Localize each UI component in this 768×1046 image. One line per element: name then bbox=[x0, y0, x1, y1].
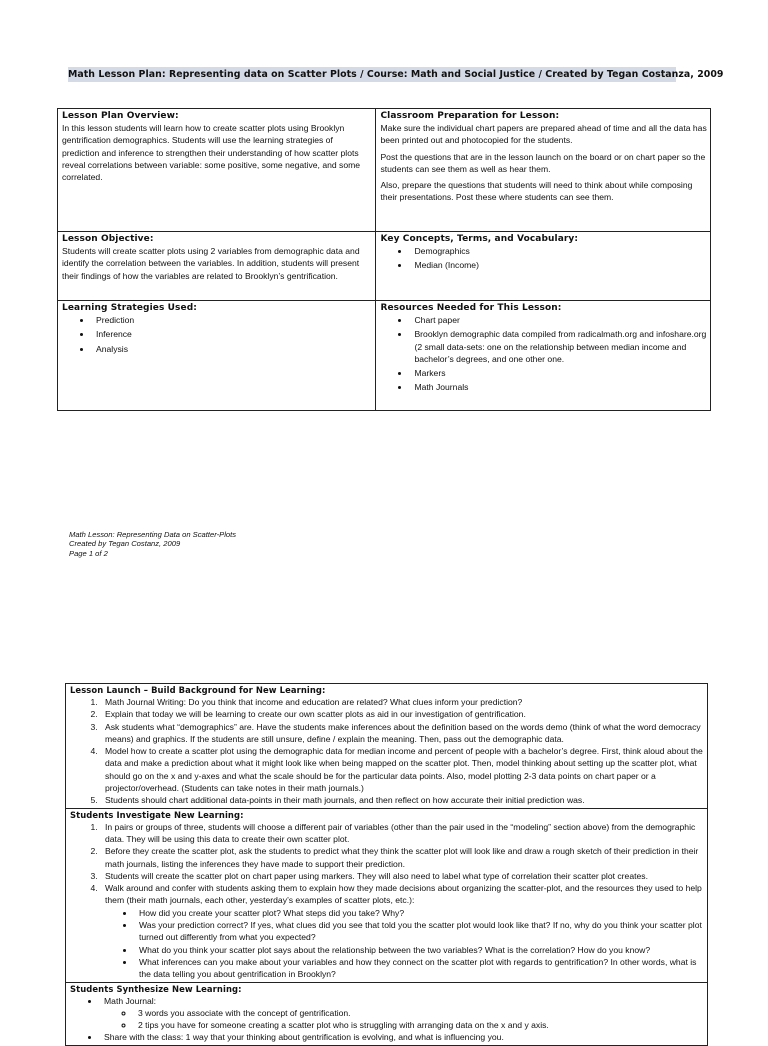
conference-questions bbox=[105, 907, 704, 981]
list-item: • Chart paper bbox=[410, 314, 707, 326]
concepts-list bbox=[380, 245, 707, 272]
list-item: 3. Ask students what “demographics” are. Have the students make inferences about the definition based on the words demo (think of what the word democracy means) and graphics. If the students are still unsure, define / explain the meaning. Then, pass out the demographic data. bbox=[100, 721, 704, 746]
investigate-title: Students Investigate New Learning: bbox=[70, 809, 244, 820]
preparation-paragraph: Also, prepare the questions that students will need to think about while composing their presentations. Post these where students can see them. bbox=[380, 180, 693, 203]
overview-cell bbox=[58, 109, 376, 232]
list-item: • Prediction bbox=[92, 314, 372, 326]
footer-line: Created by Tegan Costanz, 2009 bbox=[69, 539, 181, 549]
list-item: • Brooklyn demographic data compiled from radicalmath.org and infoshare.org (2 small data-sets: one on the relationship between median income and bachelor’s degrees, and one other one. bbox=[410, 328, 707, 365]
strategies-cell bbox=[58, 301, 376, 411]
list-item: • Inference bbox=[92, 328, 372, 340]
preparation-cell bbox=[376, 109, 711, 232]
synthesize-list bbox=[70, 995, 704, 1044]
list-item: • What inferences can you make about your variables and how they connect on the scatter plot with regards to gentrification? In other words, what is the data telling you about gentrification in Brooklyn? bbox=[135, 956, 704, 981]
page-footer bbox=[69, 530, 236, 558]
preparation-paragraph: Post the questions that are in the lesson launch on the board or on chart paper so the students can see them as well as hear them. bbox=[380, 151, 706, 174]
footer-line: Page 1 of 2 bbox=[69, 548, 108, 558]
list-item: • Demographics bbox=[410, 245, 707, 257]
objective-cell bbox=[58, 232, 376, 301]
investigate-cell bbox=[66, 808, 708, 982]
list-item: • Median (Income) bbox=[410, 259, 707, 271]
list-item: • What do you think your scatter plot says about the relationship between the two variables? What is the correlation? How do you know? bbox=[135, 944, 704, 956]
list-item: 2. Explain that today we will be learning to create our own scatter plots as aid in our investigation of gentrification. bbox=[100, 708, 704, 720]
list-item: • Analysis bbox=[92, 343, 372, 355]
list-item: ◦ 3 words you associate with the concept of gentrification. bbox=[134, 1007, 704, 1019]
list-item: • Markers bbox=[410, 367, 707, 379]
list-item bbox=[100, 882, 704, 980]
strategies-list bbox=[62, 314, 372, 355]
journal-items bbox=[104, 1007, 704, 1032]
concepts-cell bbox=[376, 232, 711, 301]
list-item: • Share with the class: 1 way that your thinking about gentrification is evolving, and what is influencing you. bbox=[100, 1031, 704, 1043]
preparation-paragraph: Make sure the individual chart papers are prepared ahead of time and all the data has been printed out and photocopied for the students. bbox=[380, 123, 707, 146]
journal-label: Math Journal: bbox=[104, 995, 157, 1006]
objective-text: Students will create scatter plots using 2 variables from demographic data and identify the correlation between the variables. In addition, students will present their findings of how the variables are related to Brooklyn’s gentrification. bbox=[62, 246, 360, 281]
overview-title: Lesson Plan Overview: bbox=[62, 111, 179, 121]
preparation-title: Classroom Preparation for Lesson: bbox=[380, 111, 560, 121]
objective-title: Lesson Objective: bbox=[62, 234, 154, 244]
list-item: • How did you create your scatter plot? What steps did you take? Why? bbox=[135, 907, 704, 919]
list-item: • Math Journals bbox=[410, 381, 707, 393]
resources-cell bbox=[376, 301, 711, 411]
document-header: Math Lesson Plan: Representing data on Scatter Plots / Course: Math and Social Justice / Created by Tegan Costanza, 2009 bbox=[68, 69, 724, 80]
list-item: 1. Math Journal Writing: Do you think that income and education are related? What clues inform your prediction? bbox=[100, 696, 704, 708]
concepts-title: Key Concepts, Terms, and Vocabulary: bbox=[380, 234, 579, 244]
list-item: ◦ 2 tips you have for someone creating a scatter plot who is struggling with arranging data on the x and y axis. bbox=[134, 1019, 704, 1031]
list-item: 5. Students should chart additional data-points in their math journals, and then reflect on how accurate their initial prediction was. bbox=[100, 794, 704, 806]
launch-title: Lesson Launch – Build Background for New Learning: bbox=[70, 685, 326, 695]
overview-text: In this lesson students will learn how to create scatter plots using Brooklyn gentrification demographics. Students will use the learning strategies of prediction and inference to strengthen their understanding of how scatter plots reveal correlations between variable: some positive, some negative, and some correlated. bbox=[62, 123, 361, 183]
list-item-text: Walk around and confer with students asking them to explain how they made decisions about organizing the scatter-plot, and the resources they used to help them (their math journals, each other, yesterday’s examples of scatter plots, etc.): bbox=[105, 883, 702, 906]
list-item: 4. Model how to create a scatter plot using the demographic data for median income and percent of people with a bachelor’s degree. First, think aloud about the data and make a prediction about what it might look like when being mapped on the scatter plot. Then, model thinking about setting up the scatter plot, what should go on the x and y-axes and what the scale should be for the particular data points. Also, model plotting 2-3 data points on chart paper or a projector/overhead. (Students can take notes in their math journals.) bbox=[100, 745, 704, 794]
synthesize-title: Students Synthesize New Learning: bbox=[70, 983, 242, 994]
synthesize-cell bbox=[66, 982, 708, 1045]
footer-line: Math Lesson: Representing Data on Scatter-Plots bbox=[69, 530, 237, 539]
resources-list bbox=[380, 314, 707, 394]
list-item: • Was your prediction correct? If yes, what clues did you see that told you the scatter plot would look like that? If no, why do you think your scatter plot turned out differently from what you expected? bbox=[135, 919, 704, 944]
list-item bbox=[100, 995, 704, 1032]
list-item: 1. In pairs or groups of three, students will choose a different pair of variables (other than the pair used in the “modeling” section above) from the demographic data. They will be using this data to create their own scatter plot. bbox=[100, 821, 704, 846]
lesson-activities-table bbox=[65, 683, 708, 1046]
launch-list bbox=[70, 696, 704, 807]
resources-title: Resources Needed for This Lesson: bbox=[380, 303, 562, 313]
investigate-list bbox=[70, 821, 704, 981]
list-item: 3. Students will create the scatter plot on chart paper using markers. They will also need to label what type of correlation their scatter plot creates. bbox=[100, 870, 704, 882]
lesson-plan-table bbox=[57, 108, 711, 411]
launch-cell bbox=[66, 684, 708, 809]
strategies-title: Learning Strategies Used: bbox=[62, 303, 197, 313]
list-item: 2. Before they create the scatter plot, ask the students to predict what they think the scatter plot will look like and draw a rough sketch of their prediction in their math journals, listing the inferences they have made to support their prediction. bbox=[100, 845, 704, 870]
